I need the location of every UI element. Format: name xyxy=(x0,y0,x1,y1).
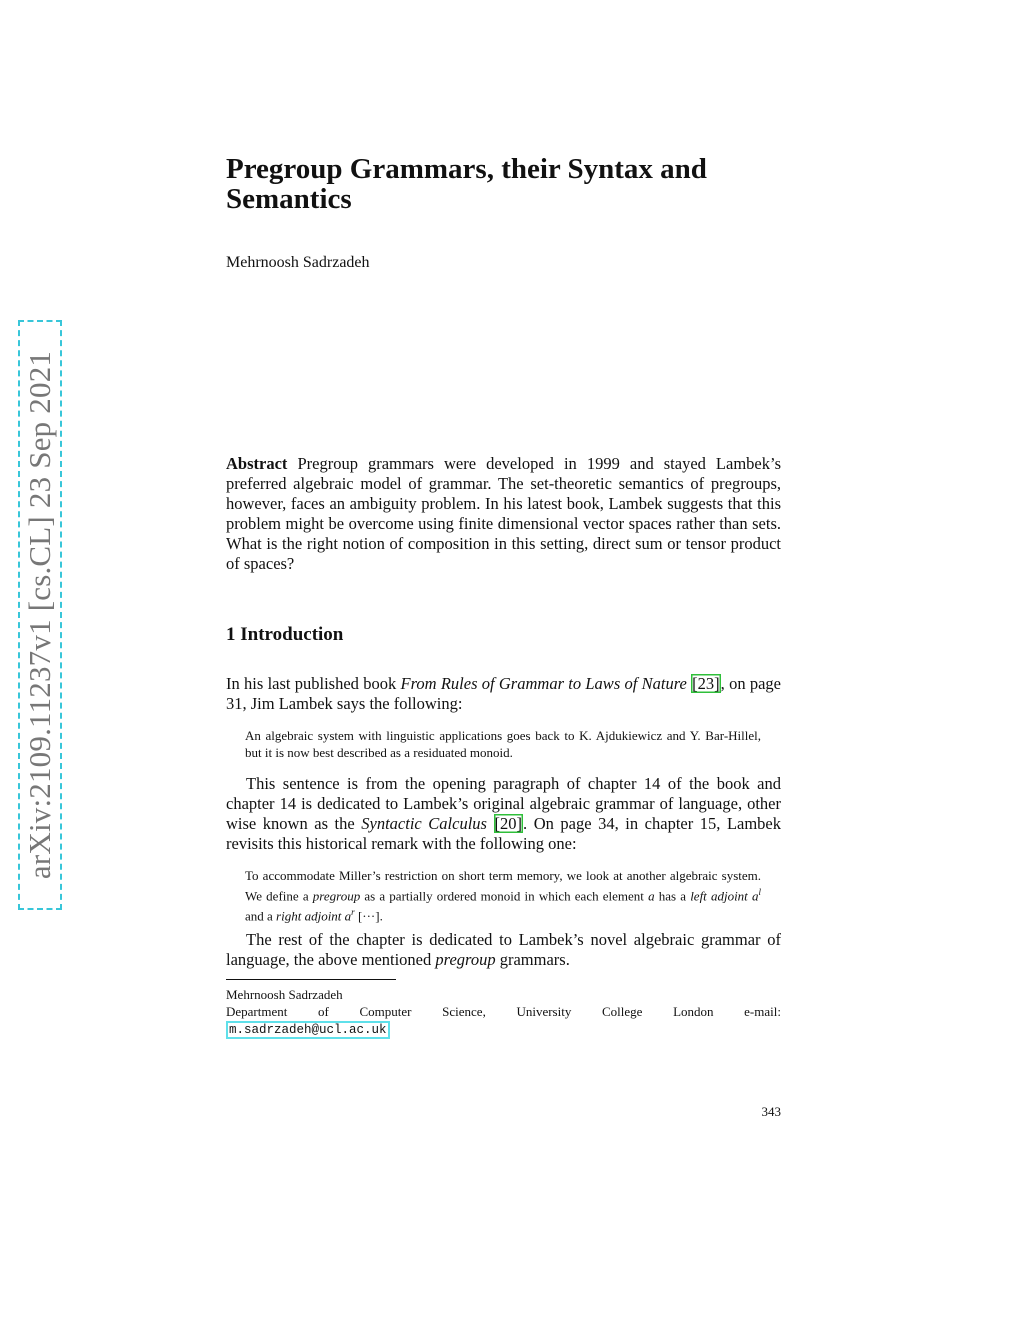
paragraph-2 xyxy=(226,774,781,854)
quote-1: An algebraic system with linguistic applications goes back to K. Ajdukiewicz and Y. Bar-Hillel, but it is now best described as a residuated monoid. xyxy=(245,728,761,760)
citation-20[interactable]: [20] xyxy=(494,814,523,833)
q2-var-ar: a xyxy=(344,908,352,924)
quote-2 xyxy=(245,867,761,925)
paper-title: Pregroup Grammars, their Syntax and Semantics xyxy=(226,153,707,215)
q2-var-a: a xyxy=(648,888,655,904)
aff-word: College xyxy=(601,1004,643,1019)
q2-text-c: has a xyxy=(654,888,691,904)
book-title: From Rules of Grammar to Laws of Nature xyxy=(400,674,687,693)
p1-text-b: , on page 31, Jim Lambek says the following: xyxy=(226,674,782,713)
abstract-label: Abstract xyxy=(226,454,288,473)
aff-word: London xyxy=(673,1004,714,1019)
q2-text-e: [···]. xyxy=(354,908,383,924)
p2-text-a: This sentence is from the opening paragraph of chapter 14 of the book and chapter 14 is dedicated to Lambek’s original algebraic grammar of language, other wise known as the xyxy=(226,774,781,833)
p2-text-b: . On page 34, in chapter 15, Lambek revisits this historical remark with the following one: xyxy=(226,814,781,853)
aff-word: e-mail: xyxy=(744,1004,781,1019)
aff-word: Computer xyxy=(359,1004,412,1019)
aff-word: University xyxy=(516,1004,572,1019)
p2-space xyxy=(487,814,494,833)
footnote-author: Mehrnoosh Sadrzadeh xyxy=(226,987,343,1002)
syntactic-calculus-term: Syntactic Calculus xyxy=(361,814,487,833)
p3-text-b: grammars. xyxy=(495,950,570,969)
q2-text-b: as a partially ordered monoid in which each element xyxy=(360,888,649,904)
abstract xyxy=(226,454,781,574)
author-name: Mehrnoosh Sadrzadeh xyxy=(226,254,370,271)
email-link[interactable]: m.sadrzadeh@ucl.ac.uk xyxy=(226,1021,390,1039)
arxiv-stamp xyxy=(18,320,62,910)
citation-23[interactable]: [23] xyxy=(692,674,720,693)
footnote-rule xyxy=(226,979,396,980)
abstract-text: Pregroup grammars were developed in 1999 and stayed Lambek’s preferred algebraic model of grammar. The set-theoretic semantics of pregroups, however, faces an ambiguity problem. In his latest book, Lambek suggests that this problem might be overcome using finite dimensional vector spaces rather than sets. What is the right notion of composition in this setting, direct sum or tensor product of spaces? xyxy=(226,454,781,573)
arxiv-id: arXiv:2109.11237v1 [cs.CL] 23 Sep 2021 xyxy=(22,350,58,880)
section-heading: 1 Introduction xyxy=(226,624,344,645)
aff-word: Department xyxy=(226,1004,288,1019)
paragraph-3 xyxy=(226,930,781,970)
q2-sup-r: r xyxy=(351,907,355,918)
footnote-email-line xyxy=(226,1020,781,1039)
q2-text-a: To accommodate Miller’s restriction on short term memory, we look at another algebraic system. We define a xyxy=(245,868,761,904)
pregroup-term: pregroup xyxy=(435,950,496,969)
aff-word: Science, xyxy=(442,1004,486,1019)
p3-text-a: The rest of the chapter is dedicated to Lambek’s novel algebraic grammar of language, the above mentioned xyxy=(226,930,781,969)
q2-text-d: and a xyxy=(245,908,277,924)
q2-pregroup: pregroup xyxy=(312,888,361,904)
page-number: 343 xyxy=(761,1104,781,1119)
aff-word: of xyxy=(318,1004,329,1019)
footnote-affiliation xyxy=(226,1003,781,1020)
q2-right-adjoint: right adjoint xyxy=(276,908,342,924)
q2-sup-l: l xyxy=(758,887,761,897)
q2-var-al: a xyxy=(751,888,759,904)
p1-text-a: In his last published book xyxy=(226,674,401,693)
q2-left-adjoint: left adjoint xyxy=(690,888,748,904)
paragraph-1 xyxy=(226,674,781,714)
